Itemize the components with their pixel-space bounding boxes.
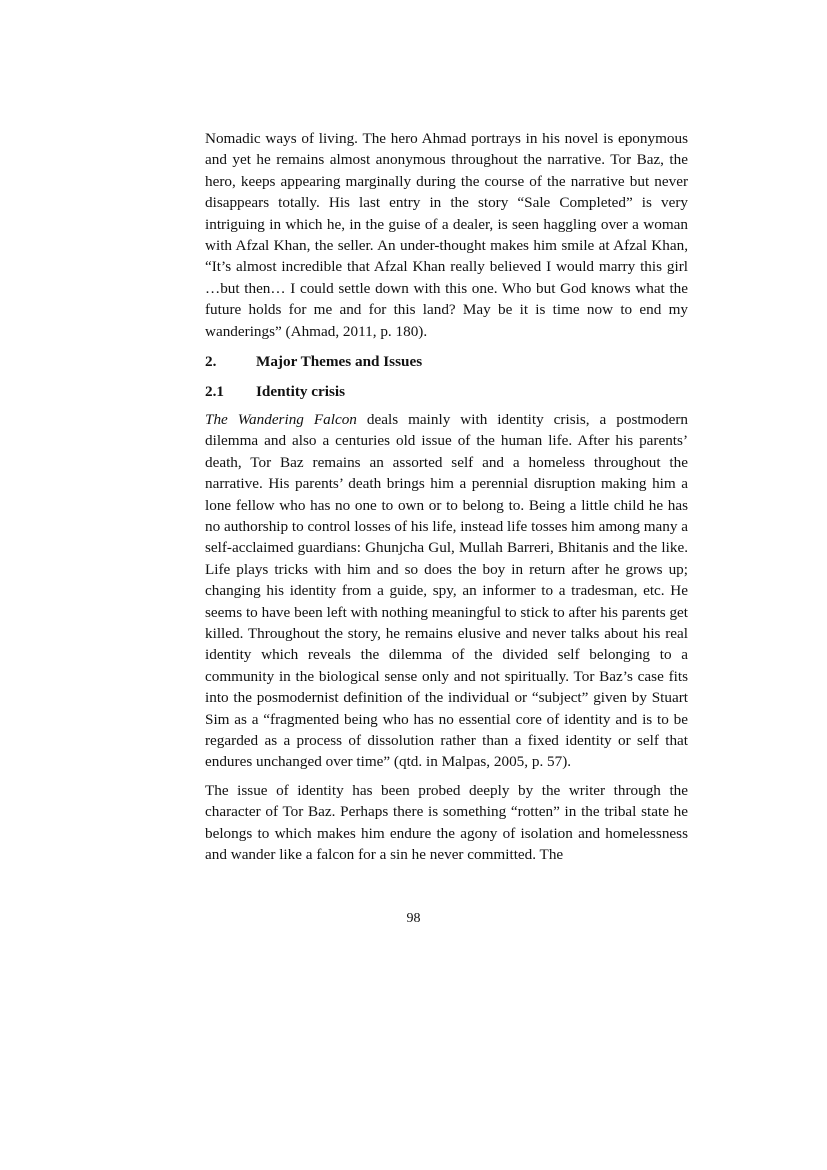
novel-title: The Wandering Falcon	[205, 410, 357, 428]
section-2-1-heading	[205, 381, 688, 402]
paragraph-1: Nomadic ways of living. The hero Ahmad portrays in his novel is eponymous and yet he remains almost anonymous throughout the narrative. Tor Baz, the hero, keeps appearing marginally during the course of the narrative but never disappears totally. His last entry in the story “Sale Completed” is very intriguing in which he, in the guise of a dealer, is seen haggling over a woman with Afzal Khan, the seller. An under-thought makes him smile at Afzal Khan, “It’s almost incredible that Afzal Khan really believed I would marry this girl …but then… I could settle down with this one. Who but God knows what the future holds for me and for this land? May be it is time now to end my wanderings” (Ahmad, 2011, p. 180).	[205, 130, 688, 340]
section-2-1-number: 2.1	[205, 383, 224, 401]
paragraph-3: The issue of identity has been probed deeply by the writer through the character of Tor Baz. Perhaps there is something “rotten” in the tribal state he belongs to which makes him endure the agony of isolation and homelessness and wander like a falcon for a sin he never committed. The	[205, 781, 688, 863]
page-number: 98	[406, 911, 421, 926]
section-2-1-title: Identity crisis	[256, 383, 346, 401]
section-2-heading	[205, 351, 688, 372]
section-2-title: Major Themes and Issues	[256, 353, 423, 371]
paragraph-2	[205, 409, 688, 773]
section-2-number: 2.	[205, 353, 217, 371]
paragraph-2-text: deals mainly with identity crisis, a postmodern dilemma and also a centuries old issue of the human life. After his parents’ death, Tor Baz remains an assorted self and a homeless throughout the narrative. His parents’ death brings him a perennial disruption making him a lone fellow who has no one to own or to belong to. Being a little child he has no authorship to control losses of his life, instead life tosses him among many a self-acclaimed guardians: Ghunjcha Gul, Mullah Barreri, Bhitanis and the like. Life plays tricks with him and so does the boy in return after he grows up; changing his identity from a guide, spy, an informer to a tradesman, etc. He seems to have been left with nothing meaningful to stick to after his parents get killed. Throughout the story, he remains elusive and never talks about his real identity which reveals the dilemma of the divided self belonging to a community in the biological sense only and not spiritually. Tor Baz’s case fits into the posmodernist definition of the individual or “subject” given by Stuart Sim as a “fragmented being who has no essential core of identity and is to be regarded as a process of dissolution rather than a fixed identity or self that endures unchanged over time” (qtd. in Malpas, 2005, p. 57).	[205, 410, 688, 771]
page-body	[205, 128, 688, 865]
